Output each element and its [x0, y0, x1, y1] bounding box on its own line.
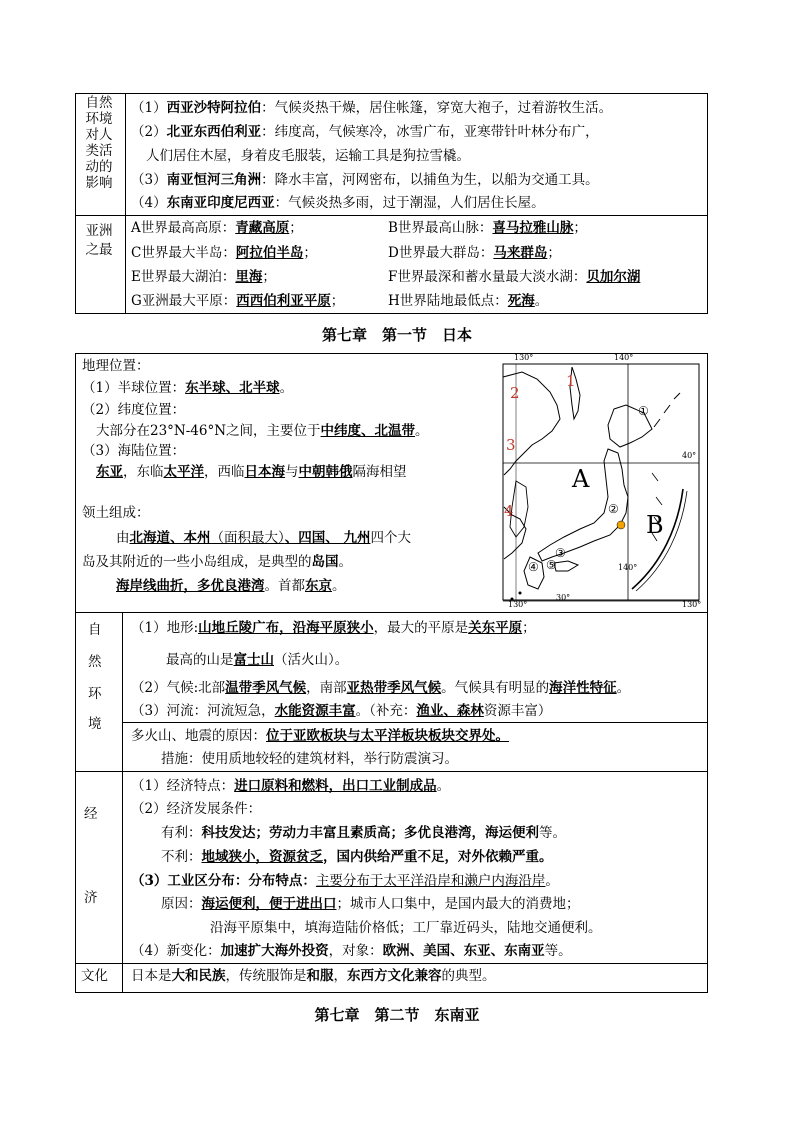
latitude-line: 大部分在23°N-46°N之间，主要位于中纬度、北温带。: [96, 423, 429, 439]
map-label-2: 2: [510, 384, 520, 402]
geo-title: 地理位置：: [82, 358, 150, 374]
asia-records-label: 亚洲之最: [85, 223, 113, 258]
map-lon-140-bottom: 140°: [618, 563, 638, 572]
map-circle-4: ④: [528, 560, 539, 574]
econ-label-1: 经: [84, 806, 98, 822]
map-lon-130-bottom-right: 130°: [682, 600, 702, 609]
record-d: D世界最大群岛：马来群岛；: [388, 245, 561, 261]
measure-line: 措施：使用质地较轻的建筑材料，举行防震演习。: [161, 751, 458, 767]
map-label-A: A: [572, 465, 590, 493]
territory-line-1: 由北海道、本州（面积最大）、四国、 九州四个大: [116, 530, 411, 546]
econ-label-2: 济: [84, 890, 98, 906]
map-lon-130-bottom: 130°: [508, 600, 528, 609]
terrain-line: （1）地形:山地丘陵广布，沿海平原狭小，最大的平原是关东平原；: [131, 620, 536, 636]
impact-row-2: （2）北亚东西伯利亚：纬度高，气候寒冷，冰雪广布，亚寒带针叶林分布广，: [131, 124, 599, 140]
impact-row-5: （4）东南亚印度尼西亚：气候炎热多雨，过于潮湿，人们居住长屋。: [131, 195, 545, 211]
map-lat-40: 40°: [682, 451, 697, 460]
culture-line: 日本是大和民族，传统服饰是和服，东西方文化兼容的典型。: [131, 968, 496, 984]
map-circle-5: ⑤: [546, 558, 557, 572]
nature-label-3: 环: [88, 686, 102, 702]
latitude-title: （2）纬度位置：: [82, 402, 186, 418]
nature-inner-line: [122, 722, 708, 723]
map-label-1: 1: [566, 372, 576, 390]
map-circle-1: ①: [638, 404, 649, 418]
impact-row-4: （3）南亚恒河三角洲：降水丰富，河网密布，以捕鱼为生，以船为交通工具。: [131, 172, 599, 188]
japan-geo-bottom: [75, 612, 708, 613]
japan-map: [502, 353, 706, 610]
econ-feature-line: （1）经济特点：进口原料和燃料，出口工业制成品。: [131, 778, 451, 794]
econ-bottom: [75, 963, 708, 964]
map-label-4: 4: [504, 502, 514, 520]
map-circle-2: ②: [608, 502, 619, 516]
japan-label-divider: [122, 612, 123, 993]
nature-bottom: [75, 771, 708, 772]
impact-row-3: 人们居住木屋，身着皮毛服装，运输工具是狗拉雪橇。: [146, 148, 470, 164]
coast-line: 海岸线曲折，多优良港湾。首都东京。: [116, 578, 346, 594]
map-lon-140-top: 140°: [614, 353, 634, 362]
climate-line: （2）气候:北部温带季风气候，南部亚热带季风气候。气候具有明显的海洋性特征。: [131, 680, 631, 696]
volcano-line: 多火山、地震的原因：位于亚欧板块与太平洋板块板块交界处。: [131, 728, 509, 744]
nature-label-2: 然: [88, 654, 102, 670]
nature-label-1: 自: [88, 622, 102, 638]
econ-condition-title: （2）经济发展条件：: [131, 801, 262, 817]
map-lat-30: 30°: [556, 593, 571, 602]
culture-label: 文化: [81, 968, 108, 984]
record-h: H世界陆地最低点：死海。: [388, 293, 549, 309]
record-a: A世界最高高原：青藏高原；: [131, 220, 303, 236]
map-label-3: 3: [506, 436, 516, 454]
record-c: C世界最大半岛：阿拉伯半岛；: [131, 245, 317, 261]
record-e: E世界最大湖泊：里海；: [131, 269, 276, 285]
record-f: F世界最深和蓄水量最大淡水湖：贝加尔湖: [388, 269, 641, 285]
hemisphere-line: （1）半球位置：东半球、北半球。: [82, 380, 294, 396]
heading-southeast-asia: 第七章 第二节 东南亚: [314, 1006, 480, 1024]
territory-title: 领土组成：: [82, 505, 150, 521]
sea-land-title: （3）海陆位置：: [82, 443, 186, 459]
record-g: G亚洲最大平原：西西伯利亚平原；: [131, 293, 345, 309]
river-line: （3）河流：河流短急，水能资源丰富。（补充：渔业、森林资源丰富）: [131, 703, 552, 719]
industry-reason-line-2: 沿海平原集中，填海造陆价格低；工厂靠近码头，陆地交通便利。: [210, 920, 602, 936]
industry-reason-line: 原因：海运便利，便于进出口；城市人口集中，是国内最大的消费地；: [161, 896, 580, 912]
heading-japan: 第七章 第一节 日本: [321, 326, 472, 344]
impact-row-1: （1）西亚沙特阿拉伯：气候炎热干燥，居住帐篷，穿宽大袍子，过着游牧生活。: [131, 100, 613, 116]
top-table-row-divider: [75, 215, 708, 216]
map-circle-3: ③: [555, 546, 566, 560]
impact-label: 自然环境对人类活动的影响: [85, 95, 113, 191]
map-lon-130-top: 130°: [514, 353, 534, 362]
nature-label-4: 境: [88, 716, 102, 732]
econ-favorable-line: 有利：科技发达；劳动力丰富且素质高；多优良港湾，海运便利等。: [161, 825, 566, 841]
econ-unfavorable-line: 不利：地域狭小，资源贫乏，国内供给严重不足，对外依赖严重。: [161, 849, 553, 865]
mountain-line: 最高的山是富士山（活火山）。: [166, 652, 349, 668]
map-label-B: B: [646, 511, 664, 539]
industry-distribution-line: （3）工业区分布：分布特点：主要分布于太平洋沿岸和濑户内海沿岸。: [131, 873, 559, 889]
territory-line-2: 岛及其附近的一些小岛组成，是典型的岛国。: [82, 554, 352, 570]
sea-land-line: 东亚，东临太平洋，西临日本海与中朝韩俄隔海相望: [96, 464, 407, 480]
top-table-divider: [125, 93, 126, 314]
record-b: B世界最高山脉：喜马拉雅山脉；: [388, 220, 587, 236]
econ-new-change-line: （4）新变化：加速扩大海外投资，对象：欧洲、美国、东亚、东南亚等。: [131, 943, 572, 959]
